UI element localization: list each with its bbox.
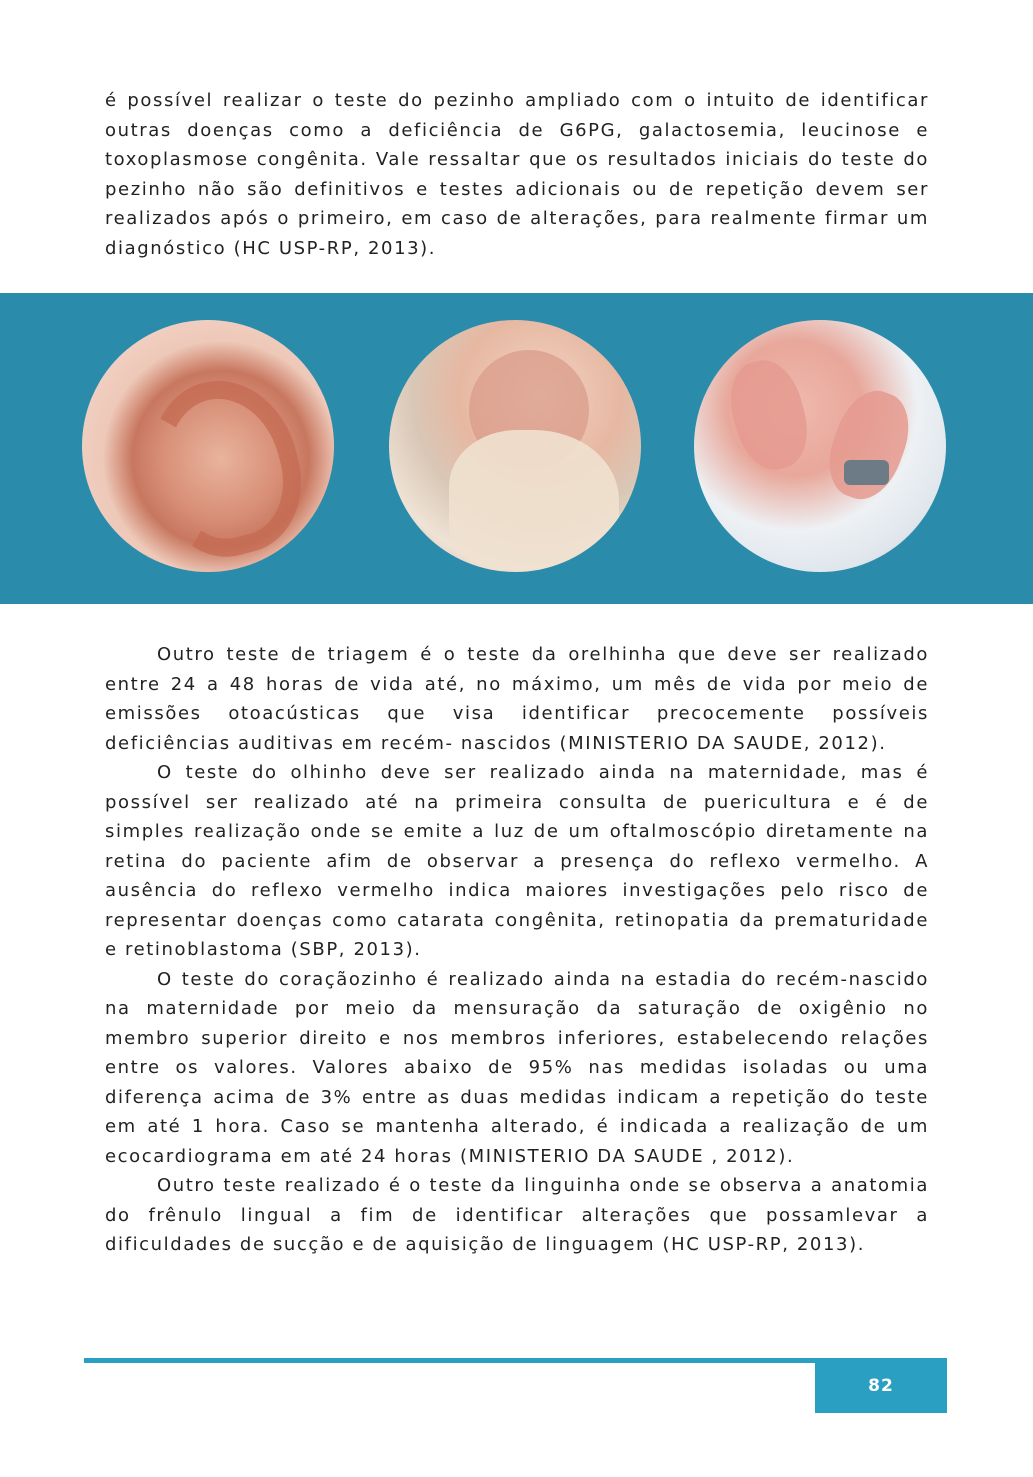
paragraph-orelhinha: Outro teste de triagem é o teste da orelhinha que deve ser realizado entre 24 a 48 horas de vida até, no máximo, um mês de vida por meio de emissões otoacústicas que visa identificar precocemente possíveis deficiências auditivas em recém- nascidos (MINISTERIO DA SAUDE, 2012). — [105, 644, 929, 754]
ear-icon — [132, 364, 319, 572]
baby-foot-icon — [721, 353, 817, 477]
gloved-hand-icon — [449, 430, 619, 570]
paragraph-linguinha: Outro teste realizado é o teste da linguinha onde se observa a anatomia do frênulo lingual a fim de identificar alterações que possamlevar a dificuldades de sucção e de aquisição de linguagem (HC USP-RP, 2013). — [105, 1175, 929, 1255]
page-number: 82 — [815, 1358, 947, 1413]
baby-foot-icon — [817, 381, 920, 508]
baby-ear-photo — [82, 320, 334, 572]
paragraph-olhinho: O teste do olhinho deve ser realizado ainda na maternidade, mas é possível ser realizado até na primeira consulta de puericultura e é de simples realização onde se emite a luz de um oftalmoscópio diretamente na retina do paciente afim de observar a presença do reflexo vermelho. A ausência do reflexo vermelho indica maiores investigações pelo risco de representar doenças como catarata congênita, retinopatia da prematuridade e retinoblastoma (SBP, 2013). — [105, 762, 929, 960]
oximeter-sensor-icon — [844, 460, 889, 485]
intro-paragraph: é possível realizar o teste do pezinho ampliado com o intuito de identificar outras doenças como a deficiência de G6PG, galactosemia, leucinose e toxoplasmose congênita. Vale ressaltar que os resultados iniciais do teste do pezinho não são definitivos e testes adicionais ou de repetição devem ser realizados após o primeiro, em caso de alterações, para realmente firmar um diagnóstico (HC USP-RP, 2013). — [105, 90, 929, 259]
heel-prick-photo — [389, 320, 641, 572]
body-text — [105, 640, 929, 1260]
pulse-oximetry-photo — [694, 320, 946, 572]
paragraph-coracaozinho: O teste do coraçãozinho é realizado ainda na estadia do recém-nascido na maternidade por meio da mensuração da saturação de oxigênio no membro superior direito e nos membros inferiores, estabelecendo relações entre os valores. Valores abaixo de 95% nas medidas isoladas ou uma diferença acima de 3% entre as duas medidas indicam a repetição do teste em até 1 hora. Caso se mantenha alterado, é indicada a realização de um ecocardiograma em até 24 horas (MINISTERIO DA SAUDE , 2012). — [105, 968, 929, 1167]
